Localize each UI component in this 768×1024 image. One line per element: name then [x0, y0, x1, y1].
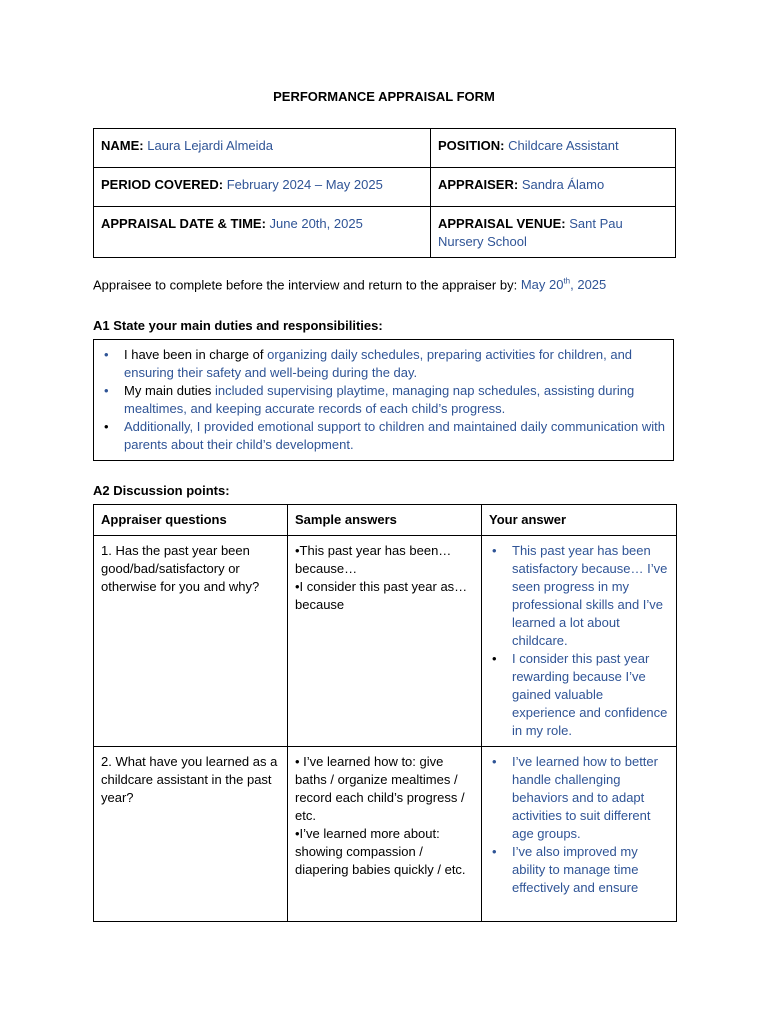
table-row — [94, 747, 677, 922]
discussion-table — [93, 504, 677, 922]
due-date: May 20th, 2025 — [520, 277, 607, 293]
bullet-icon: • — [492, 754, 497, 769]
date-cell — [94, 207, 431, 258]
name-value: Laura Lejardi Almeida — [147, 138, 273, 153]
header-appraiser-questions: Appraiser questions — [94, 505, 288, 536]
answer-item: • I’ve learned how to better handle challenging behaviors and to adapt activities to suit different age groups. — [492, 754, 658, 841]
bullet-icon: • — [492, 844, 497, 859]
appraiser-value: Sandra Álamo — [521, 177, 605, 192]
bullet-icon: • — [104, 419, 109, 434]
duties-box — [93, 339, 674, 461]
position-label: POSITION: — [438, 138, 505, 153]
header-sample-answers: Sample answers — [288, 505, 482, 536]
venue-label: APPRAISAL VENUE: — [438, 216, 566, 231]
date-label: APPRAISAL DATE & TIME: — [101, 216, 266, 231]
a2-heading: A2 Discussion points: — [93, 483, 230, 498]
appraiser-label: APPRAISER: — [438, 177, 519, 192]
form-title: PERFORMANCE APPRAISAL FORM — [273, 89, 495, 104]
header-your-answer: Your answer — [482, 505, 677, 536]
info-table — [93, 128, 676, 258]
duty-item: • My main duties included supervising playtime, managing nap schedules, assisting during mealtimes, and keeping accurate records of each child’s progress. — [104, 383, 635, 416]
name-label: NAME: — [101, 138, 144, 153]
duties-list — [102, 346, 665, 454]
instruction-text: Appraisee to complete before the interview and return to the appraiser by: — [93, 277, 521, 293]
table-row — [94, 536, 677, 747]
bullet-icon: • — [104, 347, 109, 362]
position-value: Childcare Assistant — [508, 138, 619, 153]
date-value: June 20th, 2025 — [269, 216, 363, 231]
a1-heading: A1 State your main duties and responsibilities: — [93, 318, 383, 333]
sample-cell: • I’ve learned how to: give baths / organize mealtimes / record each child’s progress / etc. •I’ve learned more about: showing compassion / diapering babies quickly / etc. — [288, 747, 482, 922]
table-header-row — [94, 505, 677, 536]
answer-item: • I consider this past year rewarding because I’ve gained valuable experience and confidence in my role. — [492, 651, 668, 738]
duty-item: • I have been in charge of organizing daily schedules, preparing activities for children, and ensuring their safety and well-being during the day. — [104, 347, 633, 380]
answer-item: • This past year has been satisfactory because… I’ve seen progress in my professional skills and I’ve learned a lot about childcare. — [492, 543, 668, 648]
position-cell — [431, 129, 676, 168]
venue-value: Sant Pau Nursery School — [438, 216, 623, 249]
duty-item: • Additionally, I provided emotional support to children and maintained daily communication with parents about their child’s development. — [104, 419, 666, 452]
bullet-icon: • — [492, 651, 497, 666]
period-cell — [94, 168, 431, 207]
venue-cell — [431, 207, 676, 258]
answer-cell — [482, 747, 677, 922]
sample-cell: •This past year has been… because… •I consider this past year as… because — [288, 536, 482, 747]
question-cell: 2. What have you learned as a childcare assistant in the past year? — [94, 747, 288, 922]
bullet-icon: • — [104, 383, 109, 398]
question-cell: 1. Has the past year been good/bad/satisfactory or otherwise for you and why? — [94, 536, 288, 747]
period-label: PERIOD COVERED: — [101, 177, 224, 192]
period-value: February 2024 – May 2025 — [226, 177, 383, 192]
instruction-line — [93, 277, 606, 292]
answer-cell — [482, 536, 677, 747]
bullet-icon: • — [492, 543, 497, 558]
appraiser-cell — [431, 168, 676, 207]
answer-item: • I’ve also improved my ability to manage time effectively and ensure — [492, 844, 639, 895]
name-cell — [94, 129, 431, 168]
